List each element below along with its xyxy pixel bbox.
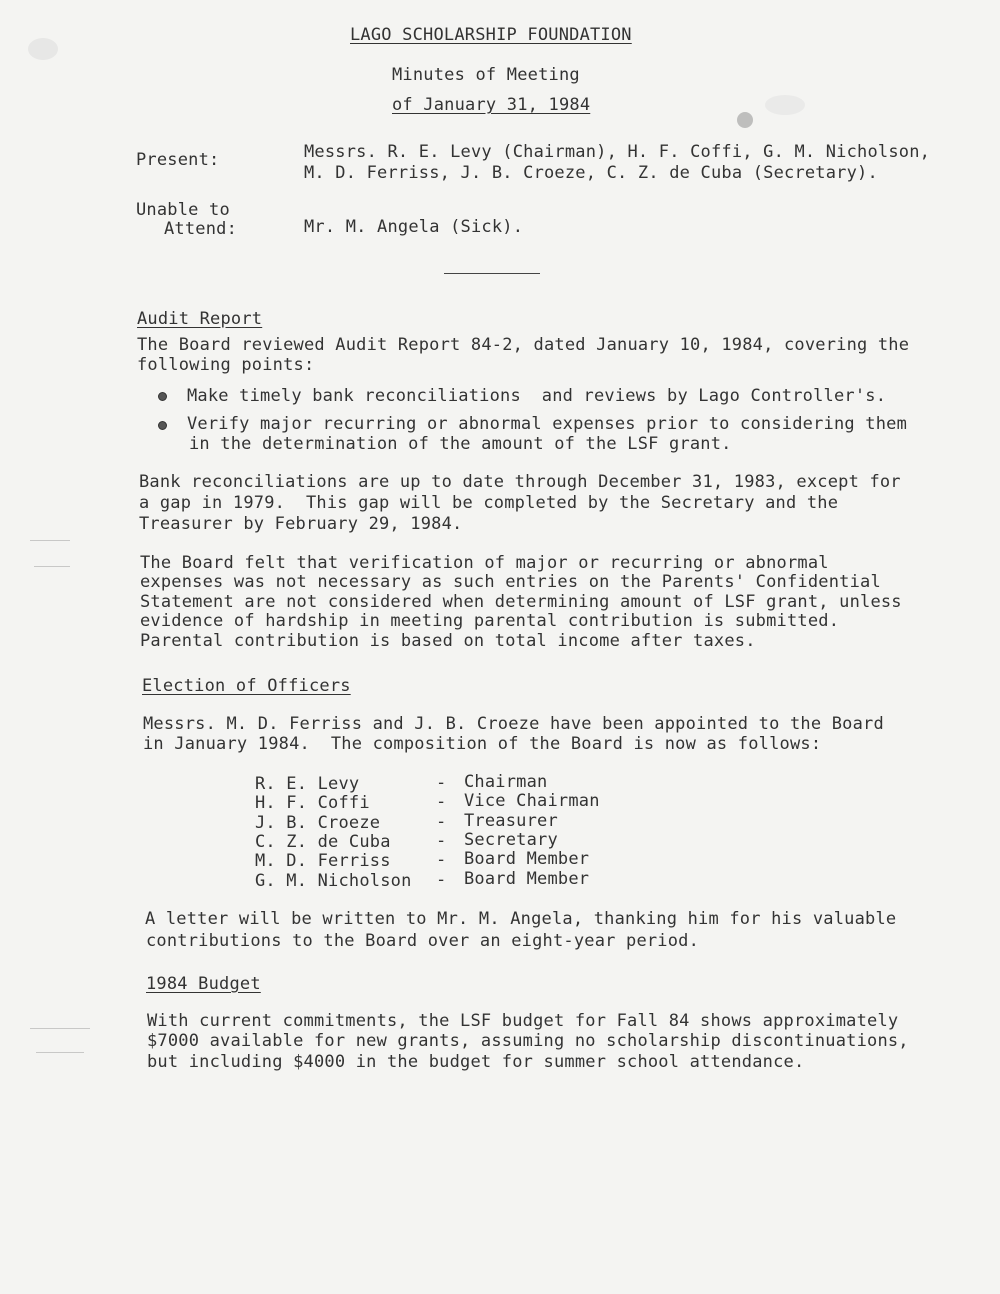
scan-mark: [30, 540, 70, 541]
scan-mark: [30, 1028, 90, 1029]
member-name: M. D. Ferriss: [255, 851, 391, 871]
member-dash: -: [436, 812, 447, 832]
paragraph-line: evidence of hardship in meeting parental contribution is submitted.: [140, 611, 840, 631]
member-dash: -: [436, 773, 447, 793]
present-label: Present:: [136, 150, 220, 170]
present-list-line: Messrs. R. E. Levy (Chairman), H. F. Coffi, G. M. Nicholson,: [304, 142, 931, 162]
paragraph-line: following points:: [137, 355, 315, 375]
member-dash: -: [436, 850, 447, 870]
unable-label: Unable to: [136, 200, 230, 220]
paragraph-line: The Board reviewed Audit Report 84-2, dated January 10, 1984, covering the: [137, 335, 910, 355]
scan-smudge: [28, 38, 58, 60]
member-role: Secretary: [464, 830, 558, 850]
section-heading-budget: 1984 Budget: [146, 974, 261, 994]
paragraph-line: Treasurer by February 29, 1984.: [139, 514, 463, 534]
bullet-icon: [158, 421, 167, 430]
member-role: Chairman: [464, 772, 548, 792]
section-heading-election: Election of Officers: [142, 676, 351, 696]
section-divider: [444, 273, 540, 274]
bullet-icon: [158, 392, 167, 401]
scan-speck: [737, 112, 753, 128]
member-role: Board Member: [464, 869, 590, 889]
document-title: Minutes of Meeting: [392, 65, 580, 85]
present-list-line: M. D. Ferriss, J. B. Croeze, C. Z. de Cuba (Secretary).: [304, 163, 878, 183]
member-name: J. B. Croeze: [255, 813, 381, 833]
paragraph-line: Bank reconciliations are up to date through December 31, 1983, except for: [139, 472, 901, 492]
member-name: C. Z. de Cuba: [255, 832, 391, 852]
paragraph-line: a gap in 1979. This gap will be completed by the Secretary and the: [139, 493, 839, 513]
bullet-item: in the determination of the amount of the LSF grant.: [189, 434, 732, 454]
paragraph-line: Statement are not considered when determining amount of LSF grant, unless: [140, 592, 902, 612]
paragraph-line: The Board felt that verification of major or recurring or abnormal: [140, 553, 829, 573]
paragraph-line: With current commitments, the LSF budget for Fall 84 shows approximately: [147, 1011, 899, 1031]
scan-mark: [36, 1052, 84, 1053]
member-role: Treasurer: [464, 811, 558, 831]
member-dash: -: [436, 870, 447, 890]
bullet-item: Verify major recurring or abnormal expenses prior to considering them: [187, 414, 908, 434]
member-dash: -: [436, 792, 447, 812]
absent-member: Mr. M. Angela (Sick).: [304, 217, 524, 237]
paragraph-line: A letter will be written to Mr. M. Angela, thanking him for his valuable: [145, 909, 897, 929]
member-role: Board Member: [464, 849, 590, 869]
member-role: Vice Chairman: [464, 791, 600, 811]
paragraph-line: Messrs. M. D. Ferriss and J. B. Croeze have been appointed to the Board: [143, 714, 884, 734]
paragraph-line: in January 1984. The composition of the Board is now as follows:: [143, 734, 822, 754]
member-name: H. F. Coffi: [255, 793, 370, 813]
organization-name: LAGO SCHOLARSHIP FOUNDATION: [350, 25, 632, 45]
scan-smudge: [765, 95, 805, 115]
paragraph-line: expenses was not necessary as such entries on the Parents' Confidential: [140, 572, 881, 592]
member-name: G. M. Nicholson: [255, 871, 412, 891]
member-name: R. E. Levy: [255, 774, 360, 794]
paragraph-line: but including $4000 in the budget for summer school attendance.: [147, 1052, 805, 1072]
meeting-date: of January 31, 1984: [392, 95, 591, 115]
section-heading-audit: Audit Report: [137, 309, 263, 329]
paragraph-line: contributions to the Board over an eight-year period.: [146, 931, 700, 951]
paragraph-line: Parental contribution is based on total income after taxes.: [140, 631, 756, 651]
scan-mark: [34, 566, 70, 567]
unable-label: Attend:: [164, 219, 238, 239]
bullet-item: Make timely bank reconciliations and reviews by Lago Controller's.: [187, 386, 887, 406]
paragraph-line: $7000 available for new grants, assuming no scholarship discontinuations,: [147, 1031, 909, 1051]
member-dash: -: [436, 831, 447, 851]
